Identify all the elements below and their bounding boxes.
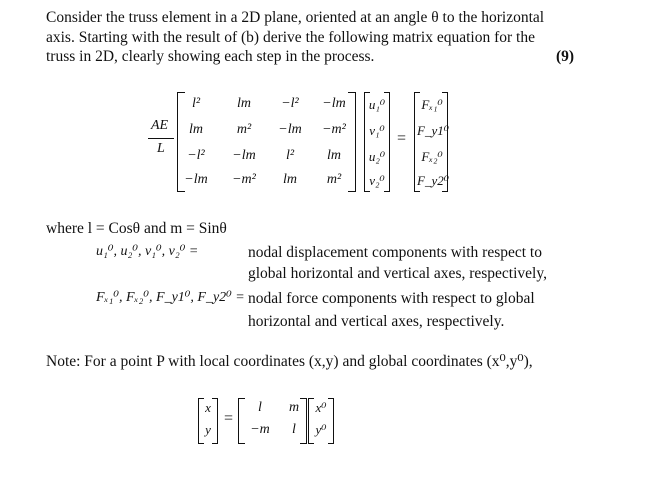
displacement-description-line-1: nodal displacement components with respect to — [248, 244, 542, 261]
matrix-cell: −lm — [184, 172, 208, 187]
rotation-cell: −m — [250, 422, 270, 437]
rotation-cell: m — [288, 400, 300, 415]
where-definition: where l = Cosθ and m = Sinθ — [46, 220, 227, 237]
equals-sign: = — [397, 130, 407, 147]
note-equals-sign: = — [224, 410, 234, 427]
matrix-cell: −l² — [187, 148, 205, 163]
matrix-cell: −m² — [322, 122, 346, 137]
rotation-cell: l — [292, 422, 296, 437]
vector-entry: u₂⁰ — [368, 149, 386, 164]
vector-entry: F_y2⁰ — [417, 173, 449, 188]
intro-line-3: truss in 2D, clearly showing each step in the process. — [46, 48, 375, 65]
rhs-entry: x⁰ — [315, 400, 327, 415]
matrix-cell: m² — [326, 172, 342, 187]
matrix-cell: lm — [327, 148, 341, 163]
fraction-bar — [148, 138, 174, 139]
vector-entry: Fₓ₁⁰ — [421, 97, 443, 112]
coefficient-numerator: AE — [151, 118, 169, 133]
lhs-entry: y — [205, 422, 211, 437]
intro-line-2: axis. Starting with the result of (b) derive the following matrix equation for the — [46, 29, 535, 46]
force-description-line-1: nodal force components with respect to global — [248, 290, 535, 307]
intro-line-1: Consider the truss element in a 2D plane, oriented at an angle θ to the horizontal — [46, 9, 545, 26]
matrix-cell: −m² — [232, 172, 256, 187]
note-text: Note: For a point P with local coordinates (x,y) and global coordinates (x⁰,y⁰), — [46, 353, 533, 370]
matrix-cell: lm — [237, 96, 251, 111]
matrix-cell: −lm — [232, 148, 256, 163]
matrix-cell: lm — [189, 122, 203, 137]
lhs-entry: x — [205, 400, 211, 415]
marks-label: (9) — [556, 48, 575, 65]
vector-entry: u₁⁰ — [368, 97, 386, 112]
displacement-symbols: u₁⁰, u₂⁰, v₁⁰, v₂⁰ = — [96, 244, 199, 259]
coefficient-denominator: L — [157, 141, 165, 156]
vector-entry: v₁⁰ — [369, 123, 385, 138]
displacement-description-line-2: global horizontal and vertical axes, respectively, — [248, 265, 547, 282]
matrix-cell: l² — [285, 148, 295, 163]
matrix-cell: l² — [191, 96, 201, 111]
matrix-cell: m² — [236, 122, 252, 137]
vector-entry: Fₓ₂⁰ — [421, 149, 443, 164]
vector-entry: F_y1⁰ — [417, 123, 449, 138]
matrix-cell: −l² — [281, 96, 299, 111]
rhs-entry: y⁰ — [315, 422, 327, 437]
rotation-cell: l — [258, 400, 262, 415]
matrix-cell: −lm — [278, 122, 302, 137]
matrix-cell: −lm — [322, 96, 346, 111]
force-description-line-2: horizontal and vertical axes, respectively. — [248, 313, 505, 330]
vector-entry: v₂⁰ — [369, 173, 385, 188]
matrix-cell: lm — [283, 172, 297, 187]
force-symbols: Fₓ₁⁰, Fₓ₂⁰, F_y1⁰, F_y2⁰ = — [96, 290, 245, 305]
